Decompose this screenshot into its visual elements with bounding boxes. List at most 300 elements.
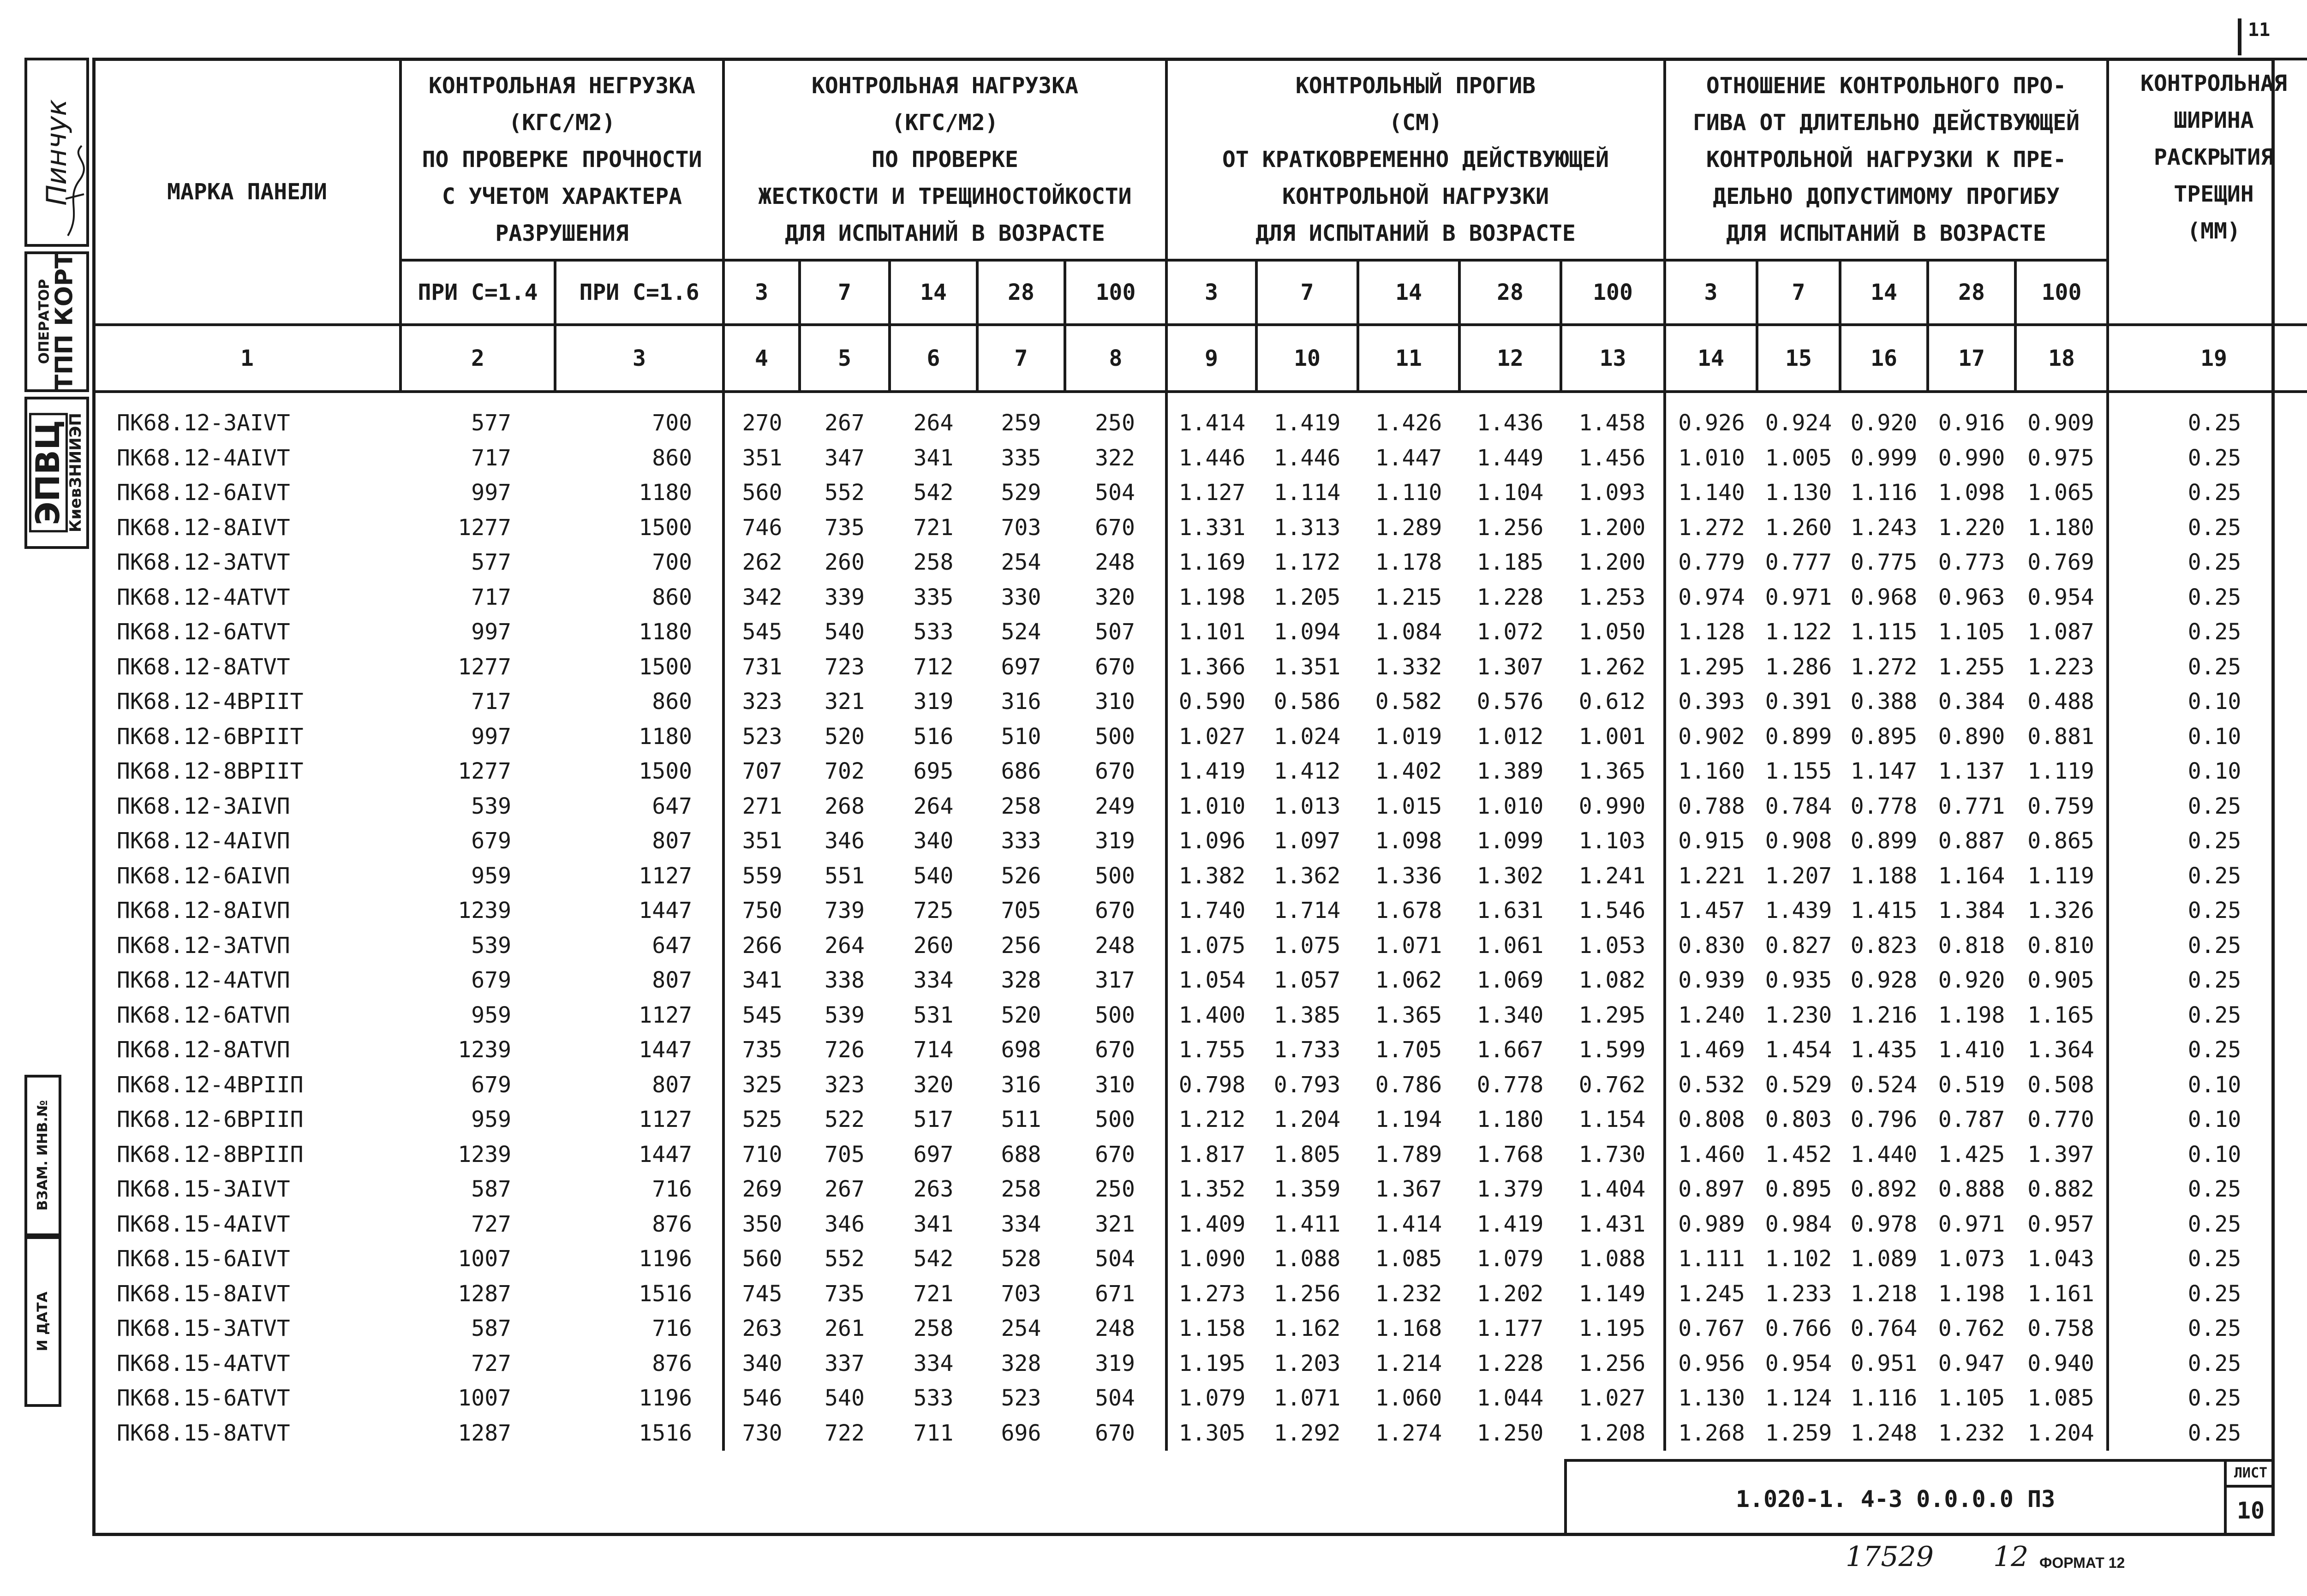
value-cell: 268 — [825, 793, 865, 819]
value-cell: 1.088 — [1273, 1246, 1341, 1272]
value-cell: 1287 — [458, 1280, 511, 1307]
value-cell: 1.027 — [1578, 1385, 1646, 1411]
value-cell: 258 — [1001, 1176, 1041, 1202]
value-cell: 1.446 — [1166, 441, 1256, 476]
value-cell: 1.365 — [1578, 758, 1646, 784]
value-cell: 1.202 — [1476, 1280, 1544, 1307]
value-cell: 0.803 — [1765, 1107, 1832, 1132]
value-cell: 1.289 — [1375, 514, 1442, 541]
value-cell: 807 — [652, 828, 692, 854]
value-cell: 552 — [825, 1246, 865, 1272]
header-group-strength — [400, 59, 723, 260]
value-cell: 0.939 — [1665, 963, 1757, 998]
value-cell: 1.256 — [1476, 514, 1544, 541]
value-cell: 0.25 — [2108, 441, 2307, 476]
page-number-marker — [2238, 18, 2275, 55]
value-cell: 1.248 — [1850, 1420, 1918, 1446]
signature-stamp — [24, 58, 89, 247]
value-cell: 1.631 — [1476, 898, 1544, 923]
value-cell: 1.147 — [1850, 758, 1918, 784]
column-number: 10 — [1256, 325, 1358, 392]
value-cell: 735 — [825, 514, 865, 541]
value-cell: 1.130 — [1765, 480, 1832, 506]
value-cell: 1.705 — [1375, 1037, 1442, 1063]
value-cell: 0.968 — [1850, 584, 1918, 610]
value-cell: 860 — [652, 445, 692, 471]
value-cell: 1.053 — [1578, 932, 1646, 959]
value-cell: 1.446 — [1273, 445, 1341, 471]
value-cell: 712 — [913, 654, 954, 680]
header-group-stiffness-line: КОНТРОЛЬНАЯ НАГРУЗКА — [812, 73, 1078, 99]
value-cell: 714 — [913, 1037, 954, 1063]
value-cell: 1239 — [458, 898, 511, 923]
value-cell: 1.268 — [1665, 1416, 1757, 1451]
value-cell: 310 — [1095, 1072, 1135, 1098]
subheader-age: 7 — [1757, 260, 1840, 325]
value-cell: 264 — [913, 793, 954, 819]
value-cell: 0.25 — [2108, 1172, 2307, 1207]
value-cell: 516 — [913, 723, 954, 750]
value-cell: 1.262 — [1578, 654, 1646, 680]
value-cell: 688 — [1001, 1141, 1041, 1167]
value-cell: 1180 — [639, 619, 692, 645]
value-cell: 1447 — [639, 1037, 692, 1063]
value-cell: 1.079 — [1476, 1246, 1544, 1272]
subheader-age: 7 — [1256, 260, 1358, 325]
value-cell: 1.272 — [1850, 654, 1918, 680]
value-cell: 1.164 — [1938, 863, 2005, 889]
value-cell: 1.208 — [1578, 1420, 1646, 1446]
table-row — [94, 929, 2307, 964]
value-cell: 0.25 — [2108, 406, 2307, 441]
value-cell: 1.457 — [1665, 893, 1757, 929]
subheader-age: 100 — [1561, 260, 1665, 325]
value-cell: 587 — [471, 1316, 511, 1341]
value-cell: 525 — [723, 1102, 800, 1137]
value-cell: 1.295 — [1665, 650, 1757, 685]
value-cell: 0.10 — [2108, 1137, 2307, 1173]
value-cell: 1.243 — [1850, 514, 1918, 541]
value-cell: 0.808 — [1665, 1102, 1757, 1137]
value-cell: 1.404 — [1578, 1176, 1646, 1202]
value-cell: 0.895 — [1850, 723, 1918, 750]
value-cell: 0.784 — [1765, 793, 1832, 819]
value-cell: 1.089 — [1850, 1246, 1918, 1272]
value-cell: 707 — [723, 754, 800, 789]
value-cell: 739 — [825, 898, 865, 923]
value-cell: 500 — [1095, 1002, 1135, 1028]
panel-mark-cell: ПК68.15-8AIVT — [117, 1280, 290, 1307]
panel-mark-cell: ПК68.12-8ATVT — [117, 654, 290, 680]
value-cell: 750 — [723, 893, 800, 929]
value-cell: 0.393 — [1665, 685, 1757, 720]
value-cell: 1.098 — [1375, 828, 1442, 854]
subheader-c16: ПРИ С=1.6 — [555, 260, 723, 325]
table-row — [94, 1068, 2307, 1103]
table-row — [94, 1172, 2307, 1207]
header-group-stiffness — [723, 59, 1166, 260]
subheader-age: 7 — [800, 260, 890, 325]
value-cell: 0.25 — [2108, 789, 2307, 824]
value-cell: 0.10 — [2108, 754, 2307, 789]
panel-mark-cell: ПК68.12-8AIVT — [117, 514, 290, 541]
value-cell: 1.326 — [2027, 898, 2094, 923]
value-cell: 264 — [825, 932, 865, 959]
value-cell: 316 — [1001, 1072, 1041, 1098]
value-cell: 1.253 — [1578, 584, 1646, 610]
panel-mark-cell: ПК68.12-8AIVП — [117, 898, 290, 923]
organization-stamp — [24, 397, 89, 549]
value-cell: 746 — [723, 511, 800, 546]
control-load-table — [92, 58, 2307, 1451]
subheader-age: 14 — [1840, 260, 1928, 325]
value-cell: 1.069 — [1476, 967, 1544, 993]
value-cell: 0.971 — [1938, 1211, 2005, 1237]
value-cell: 1.447 — [1375, 445, 1442, 471]
value-cell: 330 — [1001, 584, 1041, 610]
value-cell: 335 — [913, 584, 954, 610]
value-cell: 1.362 — [1273, 863, 1341, 889]
subheader-age: 14 — [890, 260, 977, 325]
value-cell: 254 — [1001, 1316, 1041, 1341]
value-cell: 1.230 — [1765, 1002, 1832, 1028]
value-cell: 523 — [1001, 1385, 1041, 1411]
value-cell: 0.488 — [2027, 689, 2094, 715]
value-cell: 1.094 — [1273, 619, 1341, 645]
value-cell: 263 — [723, 1311, 800, 1346]
value-cell: 0.25 — [2108, 650, 2307, 685]
value-cell: 1.169 — [1166, 545, 1256, 580]
table-row — [94, 1207, 2307, 1242]
column-number-row — [94, 325, 2307, 392]
value-cell: 1.099 — [1476, 828, 1544, 854]
value-cell: 248 — [1095, 1316, 1135, 1341]
column-number: 1 — [94, 325, 400, 392]
value-cell: 1.149 — [1578, 1280, 1646, 1307]
value-cell: 0.10 — [2108, 720, 2307, 755]
value-cell: 705 — [825, 1141, 865, 1167]
spacer-row — [94, 392, 2307, 406]
table-body — [94, 392, 2307, 1451]
value-cell: 1.599 — [1578, 1037, 1646, 1063]
date-label: И ДАТА — [35, 1292, 51, 1352]
value-cell: 271 — [723, 789, 800, 824]
value-cell: 1.124 — [1765, 1385, 1832, 1411]
header-group-stiffness-line: ЖЕСТКОСТИ И ТРЕЩИНОСТОЙКОСТИ — [758, 184, 1132, 209]
value-cell: 1.241 — [1578, 863, 1646, 889]
value-cell: 560 — [723, 476, 800, 511]
value-cell: 1500 — [639, 758, 692, 784]
value-cell: 1.256 — [1578, 1350, 1646, 1376]
value-cell: 1.158 — [1166, 1311, 1256, 1346]
value-cell: 0.798 — [1166, 1068, 1256, 1103]
value-cell: 540 — [913, 863, 954, 889]
value-cell: 258 — [1001, 793, 1041, 819]
table-row — [94, 1102, 2307, 1137]
value-cell: 1.127 — [1166, 476, 1256, 511]
page-number: 11 — [2248, 19, 2271, 41]
column-number: 5 — [800, 325, 890, 392]
table-row — [94, 824, 2307, 859]
value-cell: 1.730 — [1578, 1141, 1646, 1167]
value-cell: 1.043 — [2027, 1246, 2094, 1272]
value-cell: 670 — [1095, 654, 1135, 680]
value-cell: 1.110 — [1375, 480, 1442, 506]
value-cell: 686 — [1001, 758, 1041, 784]
value-cell: 735 — [825, 1280, 865, 1307]
table-row — [94, 650, 2307, 685]
value-cell: 1.460 — [1665, 1137, 1757, 1173]
column-number: 15 — [1757, 325, 1840, 392]
date-stamp — [24, 1236, 61, 1407]
value-cell: 0.770 — [2027, 1107, 2094, 1132]
value-cell: 703 — [1001, 1280, 1041, 1307]
value-cell: 546 — [723, 1381, 800, 1416]
value-cell: 248 — [1095, 549, 1135, 575]
value-cell: 1.409 — [1166, 1207, 1256, 1242]
panel-mark-cell: ПК68.12-3AIVП — [117, 793, 290, 819]
value-cell: 0.920 — [1850, 410, 1918, 436]
value-cell: 1.768 — [1476, 1141, 1544, 1167]
header-group-ratio — [1665, 59, 2108, 260]
value-cell: 1.103 — [1578, 828, 1646, 854]
value-cell: 1.010 — [1476, 793, 1544, 819]
value-cell: 1.714 — [1273, 898, 1341, 923]
value-cell: 670 — [1095, 1037, 1135, 1063]
value-cell: 323 — [723, 685, 800, 720]
value-cell: 539 — [471, 793, 511, 819]
value-cell: 1.431 — [1578, 1211, 1646, 1237]
value-cell: 1.385 — [1273, 1002, 1341, 1028]
value-cell: 1.411 — [1273, 1211, 1341, 1237]
value-cell: 1007 — [458, 1385, 511, 1411]
value-cell: 263 — [913, 1176, 954, 1202]
value-cell: 1.057 — [1273, 967, 1341, 993]
header-group-crack-line: (ММ) — [2187, 218, 2241, 244]
value-cell: 1.220 — [1938, 514, 2005, 541]
subheader-age: 3 — [1665, 260, 1757, 325]
value-cell: 328 — [1001, 967, 1041, 993]
value-cell: 722 — [825, 1420, 865, 1446]
value-cell: 1.336 — [1375, 863, 1442, 889]
value-cell: 0.582 — [1375, 689, 1442, 715]
value-cell: 320 — [1095, 584, 1135, 610]
value-cell: 1.414 — [1375, 1211, 1442, 1237]
value-cell: 260 — [913, 932, 954, 959]
value-cell: 333 — [1001, 828, 1041, 854]
header-group-ratio-line: ОТНОШЕНИЕ КОНТРОЛЬНОГО ПРО- — [1706, 73, 2067, 99]
value-cell: 1.188 — [1850, 863, 1918, 889]
header-group-ratio-line: ГИВА ОТ ДЛИТЕЛЬНО ДЕЙСТВУЮЩЕЙ — [1692, 110, 2080, 136]
value-cell: 0.759 — [2027, 793, 2094, 819]
panel-mark-cell: ПК68.12-4ATVП — [117, 967, 290, 993]
value-cell: 320 — [913, 1072, 954, 1098]
column-number: 3 — [555, 325, 723, 392]
value-cell: 1277 — [458, 654, 511, 680]
subheader-age: 14 — [1358, 260, 1459, 325]
value-cell: 577 — [471, 410, 511, 436]
value-cell: 1.340 — [1476, 1002, 1544, 1028]
value-cell: 876 — [652, 1211, 692, 1237]
table-row — [94, 998, 2307, 1033]
value-cell: 959 — [471, 863, 511, 889]
value-cell: 0.25 — [2108, 963, 2307, 998]
value-cell: 542 — [913, 1246, 954, 1272]
value-cell: 0.908 — [1765, 828, 1832, 854]
value-cell: 1.015 — [1375, 793, 1442, 819]
value-cell: 1.817 — [1166, 1137, 1256, 1173]
value-cell: 0.25 — [2108, 929, 2307, 964]
value-cell: 545 — [723, 615, 800, 650]
table-row — [94, 1137, 2307, 1173]
value-cell: 523 — [723, 720, 800, 755]
value-cell: 1.122 — [1765, 619, 1832, 645]
panel-mark-cell: ПК68.12-3AIVT — [117, 410, 290, 436]
value-cell: 0.777 — [1765, 549, 1832, 575]
column-number: 14 — [1665, 325, 1757, 392]
value-cell: 0.920 — [1938, 967, 2005, 993]
table-row — [94, 1311, 2307, 1346]
value-cell: 1.054 — [1166, 963, 1256, 998]
header-group-crack-line: КОНТРОЛЬНАЯ — [2140, 71, 2287, 96]
value-cell: 1.005 — [1765, 445, 1832, 471]
value-cell: 0.25 — [2108, 545, 2307, 580]
value-cell: 545 — [723, 998, 800, 1033]
value-cell: 0.25 — [2108, 859, 2307, 894]
value-cell: 0.519 — [1938, 1072, 2005, 1098]
value-cell: 1.195 — [1166, 1346, 1256, 1382]
value-cell: 341 — [723, 963, 800, 998]
value-cell: 0.767 — [1665, 1311, 1757, 1346]
value-cell: 1.071 — [1375, 932, 1442, 959]
value-cell: 1.044 — [1476, 1385, 1544, 1411]
value-cell: 1447 — [639, 898, 692, 923]
title-block — [1564, 1459, 2275, 1536]
table-row — [94, 789, 2307, 824]
value-cell: 1.412 — [1273, 758, 1341, 784]
header-group-strength-line: С УЧЕТОМ ХАРАКТЕРА — [442, 184, 682, 209]
value-cell: 1.102 — [1765, 1246, 1832, 1272]
value-cell: 1.137 — [1938, 758, 2005, 784]
value-cell: 1.084 — [1375, 619, 1442, 645]
value-cell: 727 — [471, 1350, 511, 1376]
value-cell: 1.740 — [1166, 893, 1256, 929]
value-cell: 1.415 — [1850, 898, 1918, 923]
value-cell: 1.212 — [1166, 1102, 1256, 1137]
table-row — [94, 685, 2307, 720]
table-row — [94, 1033, 2307, 1068]
value-cell: 1.240 — [1665, 998, 1757, 1033]
value-cell: 0.888 — [1938, 1176, 2005, 1202]
value-cell: 1.172 — [1273, 549, 1341, 575]
value-cell: 1.024 — [1273, 723, 1341, 750]
value-cell: 1447 — [639, 1141, 692, 1167]
value-cell: 670 — [1095, 1420, 1135, 1446]
value-cell: 711 — [913, 1420, 954, 1446]
value-cell: 0.887 — [1938, 828, 2005, 854]
value-cell: 258 — [913, 549, 954, 575]
value-cell: 342 — [723, 580, 800, 615]
value-cell: 540 — [825, 1385, 865, 1411]
value-cell: 1007 — [458, 1246, 511, 1272]
value-cell: 1.065 — [2027, 480, 2094, 506]
value-cell: 350 — [723, 1207, 800, 1242]
table-row — [94, 1381, 2307, 1416]
value-cell: 1.313 — [1273, 514, 1341, 541]
value-cell: 1.090 — [1166, 1242, 1256, 1277]
value-cell: 0.928 — [1850, 967, 1918, 993]
sheet-label: ЛИСТ — [2227, 1462, 2275, 1488]
value-cell: 1.207 — [1765, 863, 1832, 889]
value-cell: 517 — [913, 1107, 954, 1132]
value-cell: 1.272 — [1665, 511, 1757, 546]
value-cell: 339 — [825, 584, 865, 610]
value-cell: 250 — [1095, 410, 1135, 436]
value-cell: 1500 — [639, 654, 692, 680]
value-cell: 551 — [825, 863, 865, 889]
value-cell: 258 — [913, 1316, 954, 1341]
subheader-age: 100 — [1065, 260, 1166, 325]
value-cell: 500 — [1095, 723, 1135, 750]
value-cell: 0.974 — [1665, 580, 1757, 615]
value-cell: 705 — [1001, 898, 1041, 923]
value-cell: 1.419 — [1166, 754, 1256, 789]
value-cell: 716 — [652, 1176, 692, 1202]
value-cell: 1.367 — [1375, 1176, 1442, 1202]
value-cell: 248 — [1095, 932, 1135, 959]
value-cell: 0.25 — [2108, 1033, 2307, 1068]
value-cell: 1277 — [458, 758, 511, 784]
value-cell: 0.990 — [1578, 793, 1646, 819]
value-cell: 559 — [723, 859, 800, 894]
header-group-crack-line: ШИРИНА — [2174, 107, 2254, 133]
value-cell: 1.305 — [1166, 1416, 1256, 1451]
value-cell: 1.097 — [1273, 828, 1341, 854]
value-cell: 328 — [1001, 1350, 1041, 1376]
panel-mark-cell: ПК68.12-4ATVT — [117, 584, 290, 610]
value-cell: 1.397 — [2027, 1141, 2094, 1167]
value-cell: 725 — [913, 898, 954, 923]
value-cell: 670 — [1095, 1141, 1135, 1167]
panel-mark-cell: ПК68.15-6ATVT — [117, 1385, 290, 1411]
value-cell: 256 — [1001, 932, 1041, 959]
value-cell: 250 — [1095, 1176, 1135, 1202]
subheader-age: 3 — [1166, 260, 1256, 325]
column-number: 8 — [1065, 325, 1166, 392]
value-cell: 1.204 — [1273, 1107, 1341, 1132]
value-cell: 670 — [1095, 514, 1135, 541]
value-cell: 1.098 — [1938, 480, 2005, 506]
value-cell: 1.223 — [2027, 654, 2094, 680]
column-number: 16 — [1840, 325, 1928, 392]
value-cell: 1.221 — [1665, 859, 1757, 894]
value-cell: 340 — [913, 828, 954, 854]
table-row — [94, 441, 2307, 476]
panel-mark-cell: ПК68.15-3AIVT — [117, 1176, 290, 1202]
value-cell: 1.075 — [1166, 929, 1256, 964]
value-cell: 0.990 — [1938, 445, 2005, 471]
value-cell: 1.101 — [1166, 615, 1256, 650]
value-cell: 1.180 — [1476, 1107, 1544, 1132]
value-cell: 1.228 — [1476, 1350, 1544, 1376]
value-cell: 0.25 — [2108, 824, 2307, 859]
value-cell: 876 — [652, 1350, 692, 1376]
value-cell: 727 — [471, 1211, 511, 1237]
value-cell: 0.10 — [2108, 1068, 2307, 1103]
value-cell: 0.892 — [1850, 1176, 1918, 1202]
value-cell: 0.956 — [1665, 1346, 1757, 1382]
value-cell: 0.529 — [1765, 1072, 1832, 1098]
